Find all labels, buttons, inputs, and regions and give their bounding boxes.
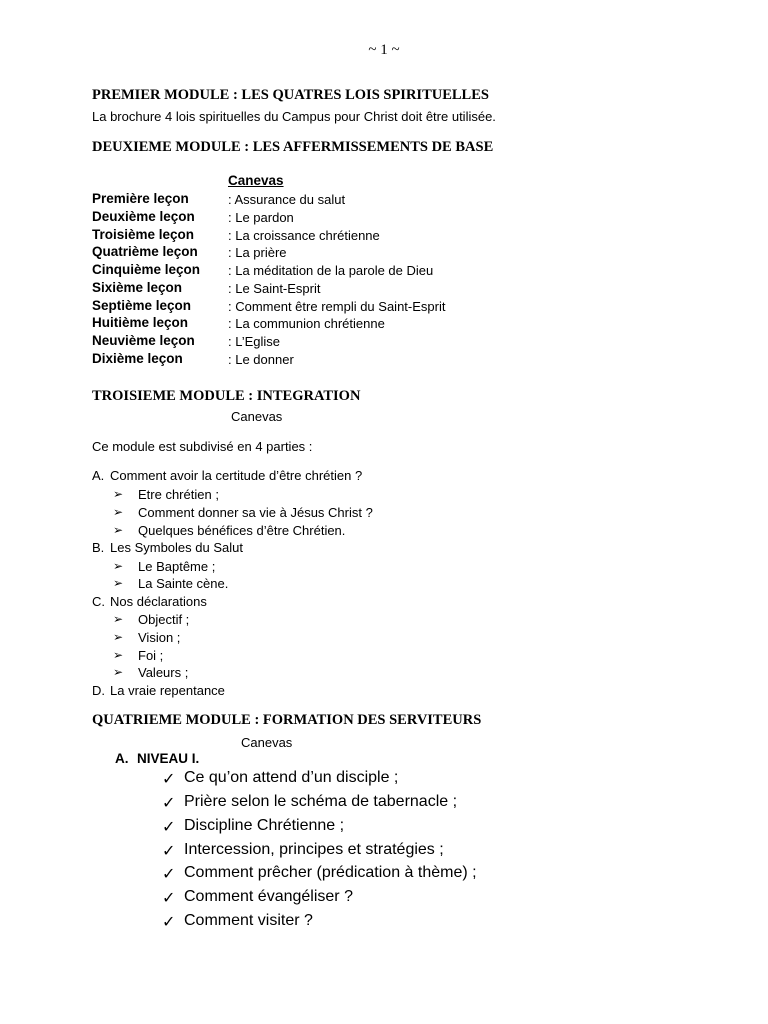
module3-intro: Ce module est subdivisé en 4 parties : (92, 439, 313, 454)
list-item: La Sainte cène. (138, 576, 229, 591)
module2-canevas: Canevas (228, 173, 284, 188)
lesson-topic: : La communion chrétienne (228, 316, 385, 331)
lesson-name: Troisième leçon (92, 227, 195, 242)
check-icon: ✓ (162, 795, 176, 812)
module1-heading: PREMIER MODULE : LES QUATRES LOIS SPIRITUELLES (92, 87, 489, 103)
module4-heading: QUATRIEME MODULE : FORMATION DES SERVITEURS (92, 712, 482, 728)
module2-heading: DEUXIEME MODULE : LES AFFERMISSEMENTS DE BASE (92, 139, 494, 155)
lesson-topic: : Comment être rempli du Saint-Esprit (228, 299, 446, 314)
page-number: ~ 1 ~ (368, 42, 400, 58)
part-title: D. La vraie repentance (92, 683, 225, 698)
list-item: Quelques bénéfices d’être Chrétien. (138, 523, 346, 538)
check-icon: ✓ (162, 771, 176, 788)
level-title: A. NIVEAU I. (115, 751, 200, 766)
arrow-bullet-icon: ➢ (113, 576, 124, 590)
list-item: Ce qu’on attend d’un disciple ; (184, 769, 399, 786)
arrow-bullet-icon: ➢ (113, 630, 124, 644)
arrow-bullet-icon: ➢ (113, 505, 124, 519)
list-item: Intercession, principes et stratégies ; (184, 841, 444, 858)
lesson-topic: : La prière (228, 245, 287, 260)
check-icon: ✓ (162, 890, 176, 907)
module1-text: La brochure 4 lois spirituelles du Campus pour Christ doit être utilisée. (92, 109, 496, 124)
list-item: Vision ; (138, 630, 181, 645)
list-item: Le Baptême ; (138, 559, 216, 574)
lesson-name: Cinquième leçon (92, 262, 201, 277)
check-icon: ✓ (162, 866, 176, 883)
lesson-name: Septième leçon (92, 298, 192, 313)
list-item: Foi ; (138, 648, 164, 663)
arrow-bullet-icon: ➢ (113, 523, 124, 537)
lesson-name: Neuvième leçon (92, 333, 195, 348)
lesson-name: Sixième leçon (92, 280, 183, 295)
module3-heading: TROISIEME MODULE : INTEGRATION (92, 388, 361, 404)
arrow-bullet-icon: ➢ (113, 665, 124, 679)
list-item: Discipline Chrétienne ; (184, 817, 345, 834)
list-item: Prière selon le schéma de tabernacle ; (184, 793, 458, 810)
list-item: Objectif ; (138, 612, 190, 627)
lesson-name: Quatrième leçon (92, 244, 198, 259)
module4-canevas: Canevas (241, 735, 293, 750)
list-item: Etre chrétien ; (138, 487, 219, 502)
lesson-name: Première leçon (92, 191, 189, 206)
lesson-topic: : La méditation de la parole de Dieu (228, 263, 434, 278)
list-item: Valeurs ; (138, 665, 189, 680)
arrow-bullet-icon: ➢ (113, 648, 124, 662)
part-title: C. Nos déclarations (92, 594, 207, 609)
lesson-topic: : Assurance du salut (228, 192, 346, 207)
part-title: A. Comment avoir la certitude d’être chrétien ? (92, 468, 363, 483)
module3-canevas: Canevas (231, 409, 283, 424)
check-icon: ✓ (162, 914, 176, 931)
part-title: B. Les Symboles du Salut (92, 540, 243, 555)
lesson-topic: : Le pardon (228, 210, 294, 225)
list-item: Comment prêcher (prédication à thème) ; (184, 864, 477, 881)
list-item: Comment visiter ? (184, 912, 313, 929)
lesson-topic: : Le Saint-Esprit (228, 281, 321, 296)
arrow-bullet-icon: ➢ (113, 612, 124, 626)
lesson-name: Huitième leçon (92, 315, 189, 330)
lesson-name: Dixième leçon (92, 351, 183, 366)
list-item: Comment évangéliser ? (184, 888, 353, 905)
lesson-topic: : Le donner (228, 352, 294, 367)
list-item: Comment donner sa vie à Jésus Christ ? (138, 505, 373, 520)
lesson-topic: : La croissance chrétienne (228, 228, 380, 243)
arrow-bullet-icon: ➢ (113, 487, 124, 501)
lesson-topic: : L’Eglise (228, 334, 281, 349)
arrow-bullet-icon: ➢ (113, 559, 124, 573)
lesson-name: Deuxième leçon (92, 209, 195, 224)
check-icon: ✓ (162, 819, 176, 836)
check-icon: ✓ (162, 843, 176, 860)
